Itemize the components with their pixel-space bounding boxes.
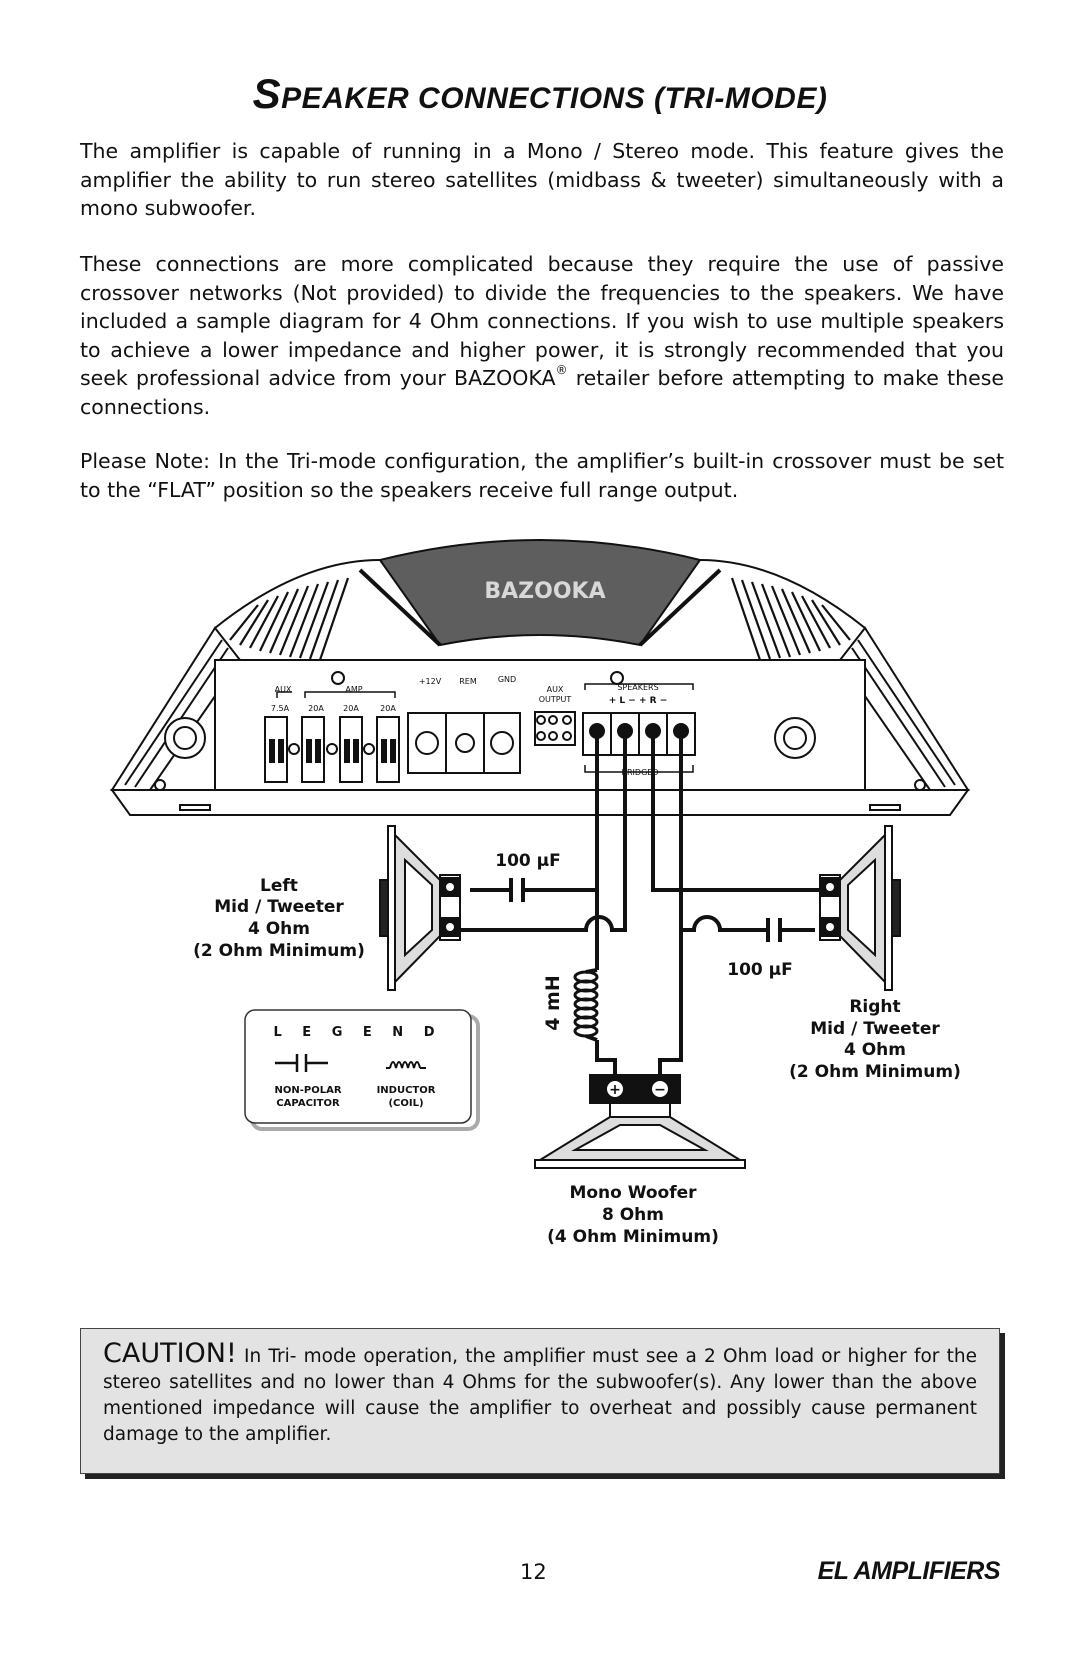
label-speaker-polarity: + L − + R −: [608, 696, 668, 706]
label-12v: +12V: [418, 677, 442, 686]
right-speaker: [820, 826, 900, 990]
legend-cap-label-1: NON-POLAR: [274, 1085, 342, 1096]
label-fuse-7-5a: 7.5A: [270, 704, 290, 713]
right-capacitor: [720, 890, 825, 942]
right-speaker-label-3: 4 Ohm: [843, 1040, 907, 1060]
amplifier-illustration: [112, 540, 968, 815]
label-aux: AUX: [274, 685, 292, 694]
inductor-coil: [575, 970, 597, 1040]
title-initial: S: [252, 70, 282, 117]
caution-heading: CAUTION!: [103, 1338, 237, 1369]
woofer-label-2: 8 Ohm: [601, 1205, 665, 1225]
label-speakers: SPEAKERS: [617, 683, 659, 692]
right-speaker-label-1: Right: [849, 997, 901, 1017]
caution-text: In Tri- mode operation, the amplifier must see a 2 Ohm load or higher for the stereo satellites and no lower than 4 Ohms for the subwoofer(s). Any lower than the above mentioned impedance will cause the amplifier to overheat and possibly cause permanent damage to the amplifier.: [103, 1346, 977, 1445]
label-bridged: BRIDGED: [621, 768, 659, 777]
left-speaker-label-2: Mid / Tweeter: [214, 897, 344, 917]
label-fuse-20a-1: 20A: [308, 704, 324, 713]
left-speaker-label-4: (2 Ohm Minimum): [193, 941, 365, 961]
amp-logo: BAZOOKA: [484, 579, 606, 604]
page-number: 12: [520, 1560, 547, 1584]
crossover-text: These connections are more complicated because they require the use of passive crossover networks (Not provided) to divide the frequencies to the speakers. We have included a sample diagram for 4 Ohm connections. If you wish to use multiple speakers to achieve a lower impedance and higher power, it is strongly recommended that you seek professional advice from your BAZOOKA: [80, 252, 1004, 390]
left-speaker-label-3: 4 Ohm: [247, 919, 311, 939]
label-fuse-20a-3: 20A: [380, 704, 396, 713]
label-rem: REM: [459, 677, 477, 686]
woofer-label-3: (4 Ohm Minimum): [547, 1227, 719, 1247]
label-fuse-20a-2: 20A: [343, 704, 359, 713]
right-speaker-label-2: Mid / Tweeter: [810, 1019, 940, 1039]
label-aux-output-1: AUX: [546, 685, 564, 694]
inductor-label: 4 mH: [542, 975, 564, 1031]
title-rest: PEAKER CONNECTIONS (TRI-MODE): [281, 82, 828, 115]
legend-title: L E G E N D: [273, 1025, 443, 1040]
label-gnd: GND: [497, 675, 517, 684]
label-amp: AMP: [345, 685, 363, 694]
woofer-label-1: Mono Woofer: [569, 1183, 697, 1203]
note-paragraph: Please Note: In the Tri-mode configuration, the amplifier’s built-in crossover must be set to the “FLAT” position so the speakers receive full range output.: [80, 449, 1004, 502]
intro-paragraph: The amplifier is capable of running in a Mono / Stereo mode. This feature gives the amplifier the ability to run stereo satellites (midbass & tweeter) simultaneously with a mono subwoofer.: [80, 139, 1004, 220]
legend-ind-label-1: INDUCTOR: [376, 1085, 436, 1096]
right-speaker-label-4: (2 Ohm Minimum): [789, 1062, 961, 1082]
svg-text:−: −: [654, 1082, 666, 1098]
mono-woofer: [535, 1075, 745, 1168]
left-speaker: [380, 826, 460, 990]
footer-brand: EL AMPLIFIERS: [817, 1557, 1000, 1585]
legend-cap-label-2: CAPACITOR: [276, 1098, 340, 1109]
caution-box: [80, 1328, 1000, 1474]
crossover-text-end: retailer before attempting to make these connections.: [80, 366, 1004, 419]
left-capacitor-label: 100 μF: [495, 851, 561, 871]
aux-output-connector: [535, 712, 575, 745]
registered-mark: ®: [555, 363, 568, 377]
label-aux-output-2: OUTPUT: [538, 695, 572, 704]
svg-text:+: +: [609, 1082, 621, 1098]
legend-ind-label-2: (COIL): [388, 1098, 424, 1109]
right-capacitor-label: 100 μF: [727, 960, 793, 980]
power-terminal-block: [408, 713, 520, 773]
left-speaker-label-1: Left: [260, 876, 298, 896]
left-capacitor: [470, 878, 523, 902]
